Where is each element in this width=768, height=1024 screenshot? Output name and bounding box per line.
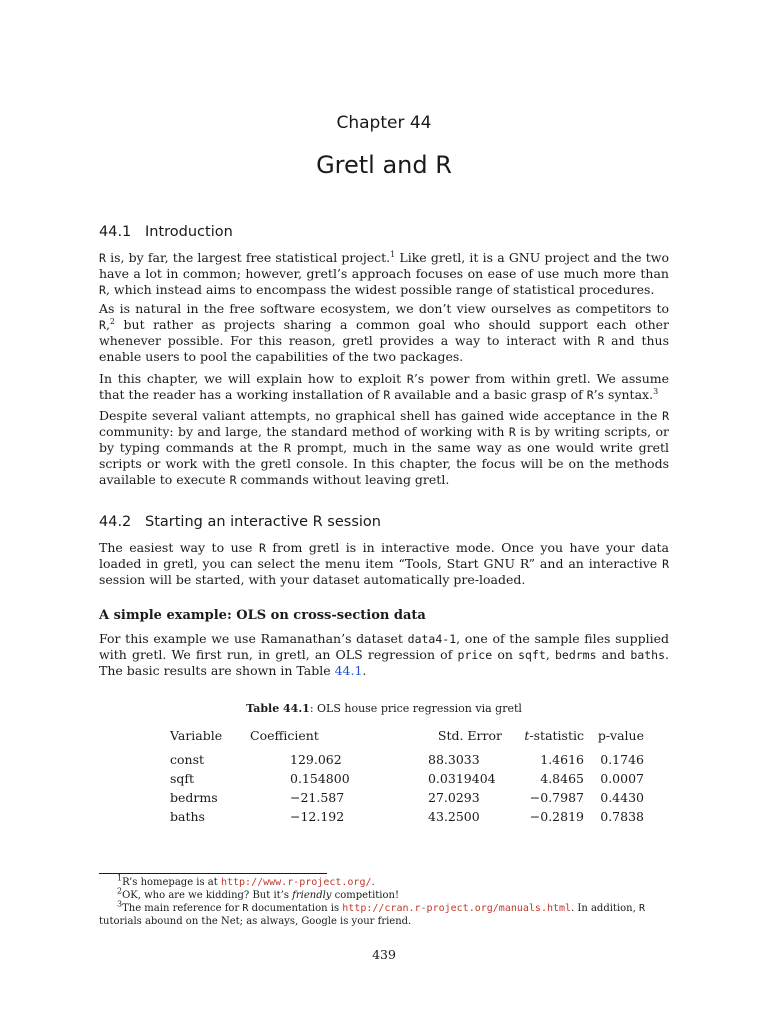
header-coefficient: Coefficient	[250, 728, 319, 743]
footnote-3: $^3$The main reference for R documentation is http://cran.r-project.org/manuals.html. In addition, R tutorials abound on the Net; as always, Google is your friend.	[99, 899, 646, 927]
session-paragraph-1: The easiest way to use R from gretl is in interactive mode. Once you have your data loaded in gretl, you can select the menu item “Tools, Start GNU R” and an interactive R session will be started, with your dataset automatically pre-loaded.	[99, 540, 669, 587]
chapter-title: Gretl and R	[316, 151, 452, 179]
cell-coefficient: 0.154800	[290, 771, 350, 786]
cell-p-value: 0.1746	[600, 752, 644, 767]
table-row	[170, 807, 644, 826]
section-title: Starting an interactive R session	[145, 514, 381, 530]
section-number: 44.1	[99, 224, 132, 240]
section-title: Introduction	[145, 224, 233, 240]
regression-table	[170, 728, 644, 826]
intro-paragraph-3: In this chapter, we will explain how to exploit R’s power from within gretl. We assume that the reader has a working installation of R available and a basic grasp of R’s syntax.$^3$	[99, 371, 669, 402]
cell-p-value: 0.7838	[600, 809, 644, 824]
page-number: 439	[372, 947, 396, 962]
header-variable: Variable	[170, 728, 223, 743]
cran-manuals-link[interactable]: http://cran.r-project.org/manuals.html	[342, 903, 572, 914]
cell-std-error: 88.3033	[428, 752, 480, 767]
cell-variable: sqft	[170, 771, 195, 786]
section-number: 44.2	[99, 514, 132, 530]
footnote-ref: 1	[390, 249, 396, 259]
cell-t-statistic: −0.7987	[529, 790, 584, 805]
header-t-statistic: t-statistic	[524, 728, 584, 743]
table-row	[170, 788, 644, 807]
cell-p-value: 0.0007	[600, 771, 644, 786]
intro-paragraph-4: Despite several valiant attempts, no graphical shell has gained wide acceptance in the R community: by and large, the standard method of working with R is by writing scripts, or by typing commands at the R prompt, much in the same way as one would write gretl scripts or work with the gretl console. In this chapter, the focus will be on the methods available to execute R commands without leaving gretl.	[99, 408, 669, 487]
cell-variable: baths	[170, 809, 205, 824]
table-header-row	[170, 728, 644, 750]
cell-std-error: 0.0319404	[428, 771, 496, 786]
cell-t-statistic: 4.8465	[540, 771, 584, 786]
intro-paragraph-2: As is natural in the free software ecosystem, we don’t view ourselves as competitors to R,$^2$ but rather as projects sharing a common goal who should support each other whenever possible. For this reason, gretl provides a way to interact with R and thus enable users to pool the capabilities of the two packages.	[99, 301, 669, 364]
table-row	[170, 769, 644, 788]
table-caption: Table 44.1: OLS house price regression via gretl	[246, 702, 522, 715]
cell-coefficient: 129.062	[290, 752, 342, 767]
cell-coefficient: −12.192	[290, 809, 345, 824]
table-row	[170, 750, 644, 769]
cell-coefficient: −21.587	[290, 790, 345, 805]
cell-t-statistic: −0.2819	[529, 809, 584, 824]
session-paragraph-2: For this example we use Ramanathan’s dataset data4-1, one of the sample files supplied with gretl. We first run, in gretl, an OLS regression of price on sqft, bedrms and baths. The basic results are shown in Table 44.1.	[99, 631, 670, 678]
chapter-label: Chapter 44	[336, 113, 432, 133]
section-heading-introduction	[99, 224, 233, 240]
footnote-2: $^2$OK, who are we kidding? But it’s friendly competition!	[117, 886, 399, 901]
cell-std-error: 27.0293	[428, 790, 480, 805]
footnote-ref: 3	[653, 386, 659, 396]
r-homepage-link[interactable]: http://www.r-project.org/	[220, 877, 372, 888]
intro-paragraph-1: R is, by far, the largest free statistical project.$^1$ Like gretl, it is a GNU project and the two have a lot in common; however, gretl’s approach focuses on ease of use much more than R, which instead aims to encompass the widest possible range of statistical procedures.	[99, 249, 670, 297]
cell-variable: const	[170, 752, 205, 767]
footnote-ref: 2	[109, 316, 116, 326]
cell-t-statistic: 1.4616	[540, 752, 584, 767]
table-reference-link[interactable]: 44.1	[334, 663, 363, 678]
cell-p-value: 0.4430	[600, 790, 644, 805]
cell-std-error: 43.2500	[428, 809, 480, 824]
header-p-value: p-value	[597, 728, 644, 743]
header-std-error: Std. Error	[437, 728, 502, 743]
footnote-1: $^1$R’s homepage is at http://www.r-project.org/.	[117, 873, 375, 888]
section-heading-interactive-session	[99, 514, 381, 530]
footnote-divider	[99, 873, 327, 874]
cell-variable: bedrms	[170, 790, 218, 805]
subheading-simple-example: A simple example: OLS on cross-section data	[99, 608, 426, 623]
